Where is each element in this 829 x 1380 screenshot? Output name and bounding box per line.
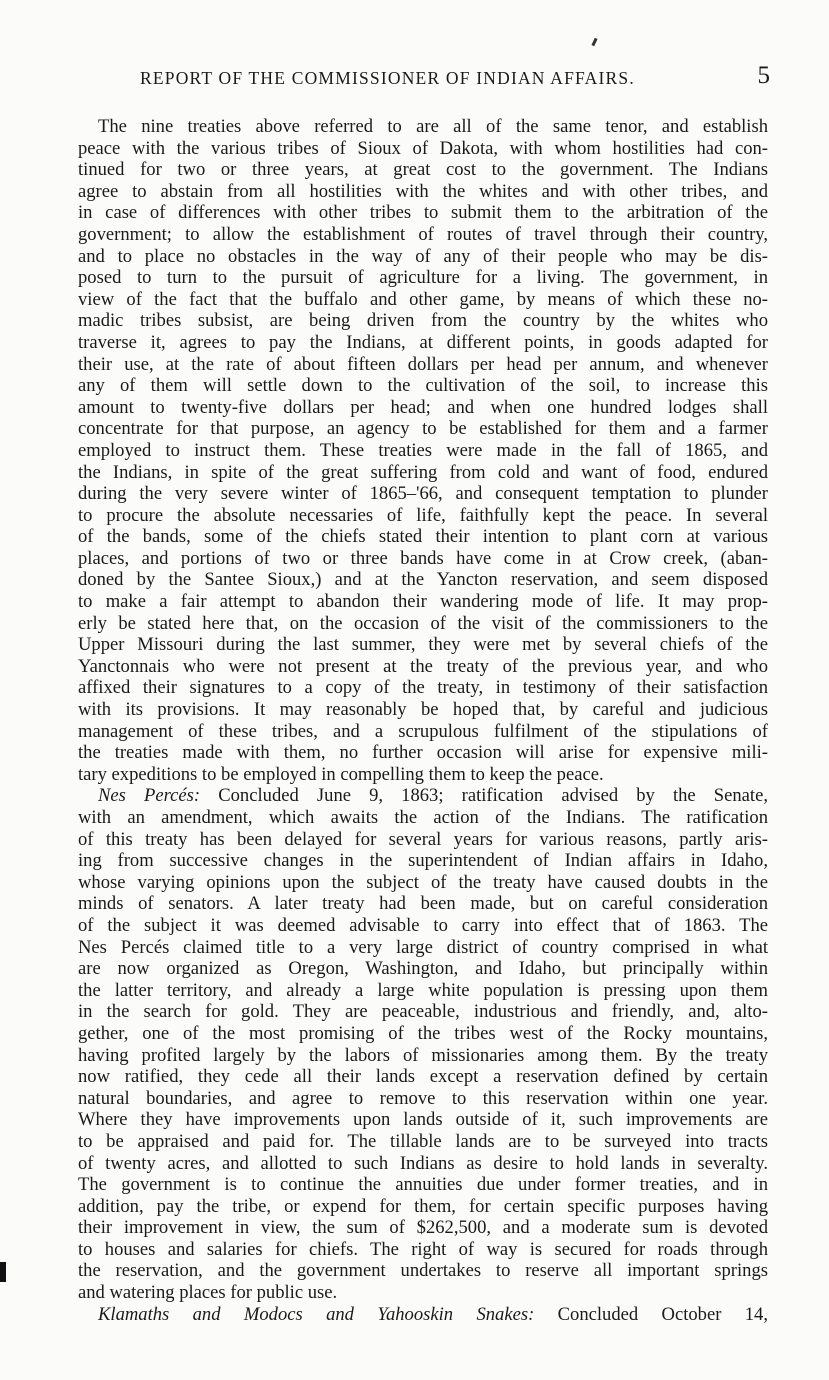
running-head-title: REPORT OF THE COMMISSIONER OF INDIAN AFFAIRS. [140,68,635,88]
text-line: of this treaty has been delayed for several years for various reasons, partly aris- [78,828,768,850]
text-line: in the search for gold. They are peaceable, industrious and friendly, and, alto- [78,1001,768,1023]
text-line: whose varying opinions upon the subject of the treaty have caused doubts in the [78,871,768,893]
text-line: erly be stated here that, on the occasion of the visit of the commissioners to the [78,612,768,634]
text-line: Where they have improvements upon lands outside of it, such improvements are [78,1109,768,1131]
italic-lead-nes-perces: Nes Percés: [98,785,201,807]
text-line: affixed their signatures to a copy of the treaty, in testimony of their satisfaction [78,677,768,699]
text-line: Upper Missouri during the last summer, they were met by several chiefs of the [78,634,768,656]
text-line: tinued for two or three years, at great cost to the government. The Indians [78,159,768,181]
body-text [78,116,768,1325]
text-line: during the very severe winter of 1865–'66, and consequent temptation to plunder [78,483,768,505]
text-line: The government is to continue the annuities due under former treaties, and in [78,1174,768,1196]
text-line: to procure the absolute necessaries of life, faithfully kept the peace. In several [78,504,768,526]
text-line: the reservation, and the government undertakes to reserve all important springs [78,1260,768,1282]
text-line: in case of differences with other tribes to submit them to the arbitration of the [78,202,768,224]
text-line: madic tribes subsist, are being driven from the country by the whites who [78,310,768,332]
text-line: management of these tribes, and a scrupulous fulfilment of the stipulations of [78,720,768,742]
print-mark [591,38,597,47]
text-line: posed to turn to the pursuit of agriculture for a living. The government, in [78,267,768,289]
text-line: are now organized as Oregon, Washington, and Idaho, but principally within [78,958,768,980]
text-line: Yanctonnais who were not present at the treaty of the previous year, and who [78,655,768,677]
text-line: peace with the various tribes of Sioux of Dakota, with whom hostilities had con- [78,137,768,159]
text-line: amount to twenty-five dollars per head; and when one hundred lodges shall [78,396,768,418]
text-line: agree to abstain from all hostilities with the whites and with other tribes, and [78,180,768,202]
text-line: their use, at the rate of about fifteen dollars per head per annum, and whenever [78,353,768,375]
text-line: and to place no obstacles in the way of any of their people who may be dis- [78,245,768,267]
text-line: any of them will settle down to the cultivation of the soil, to increase this [78,375,768,397]
text-line: government; to allow the establishment of routes of travel through their country, [78,223,768,245]
text-line: the Indians, in spite of the great suffering from cold and want of food, endured [78,461,768,483]
text-line: with an amendment, which awaits the action of the Indians. The ratification [78,807,768,828]
text-line: the treaties made with them, no further occasion will arise for expensive mili- [78,742,768,764]
text-line: and watering places for public use. [78,1282,338,1304]
text-line-remainder: Concluded October 14, [557,1303,768,1325]
italic-lead-klamaths: Klamaths and Modocs and Yahooskin Snakes: [98,1303,535,1325]
text-line: Nes Percés claimed title to a very large district of country comprised in what [78,936,768,958]
text-line-remainder: Concluded June 9, 1863; ratification advised by the Senate, [218,785,768,807]
text-line: ing from successive changes in the superintendent of Indian affairs in Idaho, [78,850,768,872]
text-line: doned by the Santee Sioux,) and at the Yancton reservation, and seem disposed [78,569,768,591]
text-line: employed to instruct them. These treaties were made in the fall of 1865, and [78,439,768,461]
text-line: The nine treaties above referred to are all of the same tenor, and establish [98,116,768,137]
text-line: gether, one of the most promising of the tribes west of the Rocky mountains, [78,1022,768,1044]
text-line: natural boundaries, and agree to remove to this reservation within one year. [78,1087,768,1109]
text-line: to houses and salaries for chiefs. The right of way is secured for roads through [78,1238,768,1260]
text-line-klamaths [78,1304,768,1326]
text-line: traverse it, agrees to pay the Indians, at different points, in goods adapted for [78,331,768,353]
text-line: of twenty acres, and allotted to such Indians as desire to hold lands in severalty. [78,1152,768,1174]
text-line: view of the fact that the buffalo and other game, by means of which these no- [78,288,768,310]
text-line: to be appraised and paid for. The tillable lands are to be surveyed into tracts [78,1130,768,1152]
text-line: of the bands, some of the chiefs stated their intention to plant corn at various [78,526,768,548]
text-line: now ratified, they cede all their lands except a reservation defined by certain [78,1066,768,1088]
text-line: of the subject it was deemed advisable to carry into effect that of 1863. The [78,914,768,936]
text-line: the latter territory, and already a large white population is pressing upon them [78,979,768,1001]
running-head [80,62,770,96]
text-line: their improvement in view, the sum of $262,500, and a moderate sum is devoted [78,1217,768,1239]
text-line-nes-perces [78,785,768,807]
binding-edge-mark [0,1262,6,1282]
text-line: minds of senators. A later treaty had been made, but on careful consideration [78,893,768,915]
text-line: having profited largely by the labors of missionaries among them. By the treaty [78,1044,768,1066]
text-line: addition, pay the tribe, or expend for them, for certain specific purposes having [78,1195,768,1217]
text-line: places, and portions of two or three bands have come in at Crow creek, (aban- [78,547,768,569]
text-line: tary expeditions to be employed in compelling them to keep the peace. [78,763,604,785]
text-line: with its provisions. It may reasonably be hoped that, by careful and judicious [78,699,768,721]
text-line: to make a fair attempt to abandon their wandering mode of life. It may prop- [78,591,768,613]
text-line: concentrate for that purpose, an agency to be established for them and a farmer [78,418,768,440]
page-number: 5 [757,62,770,89]
